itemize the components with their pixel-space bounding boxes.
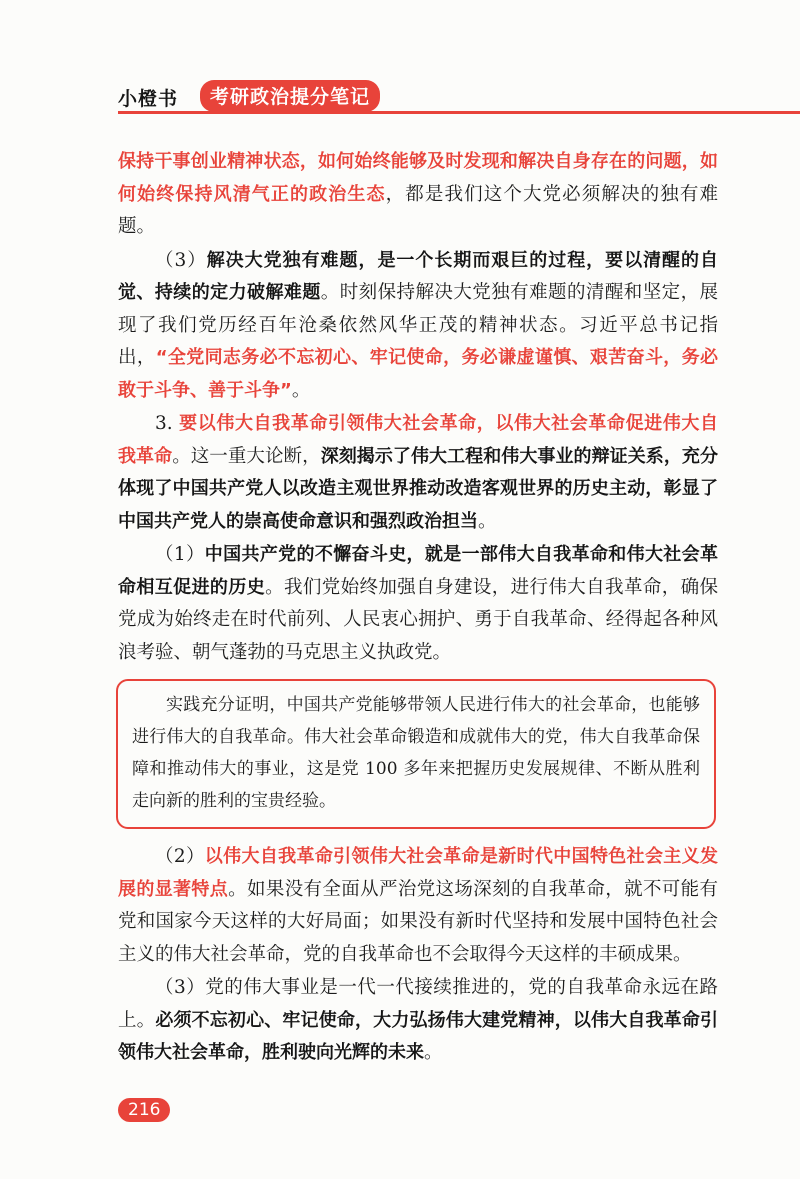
highlight-red: 要以伟大自我革命引领伟大社会革命，以伟大社会革命促进伟大自我革命 [118, 413, 718, 467]
highlight-bold: 解决大党独有难题，是一个长期而艰巨的过程，要以清醒的自觉、持续的定力破解难题 [118, 249, 718, 303]
item-number: （1） [155, 544, 205, 565]
highlight-bold: 中国共产党的不懈奋斗史，就是一部伟大自我革命和伟大社会革命相互促进的历史 [118, 544, 718, 598]
paragraph-text: 。我们党始终加强自身建设，进行伟大自我革命，确保党成为始终走在时代前列、人民衷心拥护、勇于自我革命、经得起各种风浪考验、朝气蓬勃的马克思主义执政党。 [118, 576, 718, 663]
paragraph-end: 。 [478, 510, 497, 532]
item-number: （3） [155, 249, 207, 271]
page-header [118, 78, 800, 118]
page-content [118, 146, 718, 1071]
paragraph-end: 。 [424, 1042, 443, 1063]
paragraph-3 [118, 408, 718, 538]
paragraph-4 [118, 539, 718, 669]
brand-name: 小橙书 [118, 88, 179, 110]
highlight-bold: 深刻揭示了伟大工程和伟大事业的辩证关系，充分体现了中国共产党人以改造主观世界推动改造客观世界的历史主动，彰显了中国共产党人的崇高使命意识和强烈政治担当 [118, 445, 718, 532]
quote-text: 实践充分证明，中国共产党能够带领人民进行伟大的社会革命，也能够进行伟大的自我革命。伟大社会革命锻造和成就伟大的党，伟大自我革命保障和推动伟大的事业，这是党 100 多年来把握历史发展规律、不断从胜利走向新的胜利的宝贵经验。 [132, 695, 700, 811]
paragraph-text: ，都是我们这个大党必须解决的独有难题。 [118, 183, 718, 237]
paragraph-6 [118, 972, 718, 1070]
quote-box [116, 679, 716, 829]
item-number: 3. [155, 413, 180, 434]
paragraph-text: 。如果没有全面从严治党这场深刻的自我革命，就不可能有党和国家今天这样的大好局面；如果没有新时代坚持和发展中国特色社会主义的伟大社会革命，党的自我革命也不会取得今天这样的丰硕成果。 [118, 878, 719, 965]
item-number: （3） [155, 977, 206, 998]
paragraph-1 [118, 146, 718, 244]
page-number-badge: 216 [118, 1098, 170, 1122]
book-subtitle-badge: 考研政治提分笔记 [200, 80, 380, 112]
paragraph-end: 。 [291, 379, 311, 401]
paragraph-text: 。时刻保持解决大党独有难题的清醒和坚定，展现了我们党历经百年沧桑依然风华正茂的精神状态。习近平总书记指出， [118, 282, 718, 368]
highlight-red-quote: “全党同志务必不忘初心、牢记使命，务必谦虚谨慎、艰苦奋斗，务必敢于斗争、善于斗争” [118, 347, 718, 401]
paragraph-text: 。这一重大论断， [172, 445, 321, 467]
highlight-bold: 必须不忘初心、牢记使命，大力弘扬伟大建党精神，以伟大自我革命引领伟大社会革命，胜利驶向光辉的未来 [118, 1009, 718, 1063]
paragraph-2 [118, 245, 718, 408]
header-divider [118, 111, 800, 114]
paragraph-text: 党的伟大事业是一代一代接续推进的，党的自我革命永远在路上。 [118, 977, 718, 1031]
item-number: （2） [155, 846, 205, 867]
paragraph-5 [118, 841, 718, 971]
highlight-red: 以伟大自我革命引领伟大社会革命是新时代中国特色社会主义发展的显著特点 [118, 846, 718, 900]
highlight-red: 保持干事创业精神状态，如何始终能够及时发现和解决自身存在的问题，如何始终保持风清气正的政治生态 [118, 151, 718, 205]
